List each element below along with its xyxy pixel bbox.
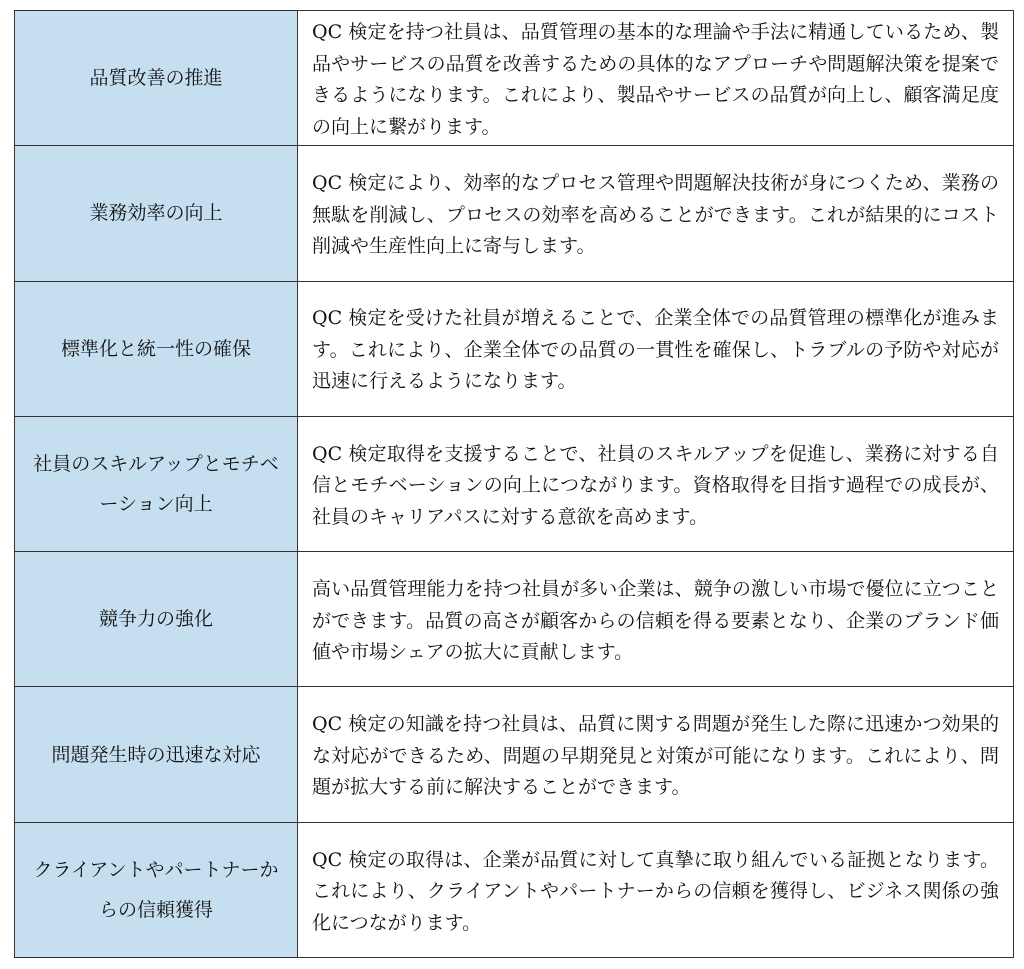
row-label-cell xyxy=(15,282,298,416)
row-description: QC 検定の取得は、企業が品質に対して真摯に取り組んでいる証拠となります。これにより、クライアントやパートナーからの信頼を獲得し、ビジネス関係の強化につながります。 xyxy=(312,848,999,934)
table-row xyxy=(15,552,1013,687)
row-label: 業務効率の向上 xyxy=(89,202,223,225)
row-label-cell xyxy=(15,687,298,821)
row-label: クライアントやパートナーからの信頼獲得 xyxy=(33,858,279,921)
row-description: QC 検定の知識を持つ社員は、品質に関する問題が発生した際に迅速かつ効果的な対応ができるため、問題の早期発見と対策が可能になります。これにより、問題が拡大する前に解決することができます。 xyxy=(312,713,999,799)
row-label: 品質改善の推進 xyxy=(89,67,223,90)
row-description: QC 検定取得を支援することで、社員のスキルアップを促進し、業務に対する自信とモチベーションの向上につながります。資格取得を目指す過程での成長が、社員のキャリアパスに対する意欲を高めます。 xyxy=(312,442,999,528)
row-label: 問題発生時の迅速な対応 xyxy=(51,743,261,766)
row-label-cell xyxy=(15,146,298,280)
row-label: 標準化と統一性の確保 xyxy=(60,337,251,360)
row-label-cell xyxy=(15,417,298,551)
row-description: QC 検定を受けた社員が増えることで、企業全体での品質管理の標準化が進みます。これにより、企業全体での品質の一貫性を確保し、トラブルの予防や対応が迅速に行えるようになります。 xyxy=(312,307,999,393)
row-description-cell xyxy=(298,282,1013,416)
table-row xyxy=(15,11,1013,146)
row-description-cell xyxy=(298,552,1013,686)
table-row xyxy=(15,282,1013,417)
row-description: QC 検定を持つ社員は、品質管理の基本的な理論や手法に精通しているため、製品やサービスの品質を改善するための具体的なアプローチや問題解決策を提案できるようになります。これにより、製品やサービスの品質が向上し、顧客満足度の向上に繋がります。 xyxy=(312,21,999,138)
row-description-cell xyxy=(298,146,1013,280)
row-description-cell xyxy=(298,11,1013,145)
row-description-cell xyxy=(298,823,1013,957)
row-description: QC 検定により、効率的なプロセス管理や問題解決技術が身につくため、業務の無駄を削減し、プロセスの効率を高めることができます。これが結果的にコスト削減や生産性向上に寄与します。 xyxy=(312,172,999,258)
table-row xyxy=(15,146,1013,281)
row-description: 高い品質管理能力を持つ社員が多い企業は、競争の激しい市場で優位に立つことができます。品質の高さが顧客からの信頼を得る要素となり、企業のブランド価値や市場シェアの拡大に貢献します。 xyxy=(312,578,999,664)
row-label: 社員のスキルアップとモチベーション向上 xyxy=(33,452,279,515)
table-row xyxy=(15,687,1013,822)
benefits-table xyxy=(14,10,1014,958)
table-row xyxy=(15,417,1013,552)
row-label-cell xyxy=(15,552,298,686)
row-description-cell xyxy=(298,417,1013,551)
row-label-cell xyxy=(15,823,298,957)
row-description-cell xyxy=(298,687,1013,821)
row-label-cell xyxy=(15,11,298,145)
table-row xyxy=(15,823,1013,957)
row-label: 競争力の強化 xyxy=(98,608,213,631)
